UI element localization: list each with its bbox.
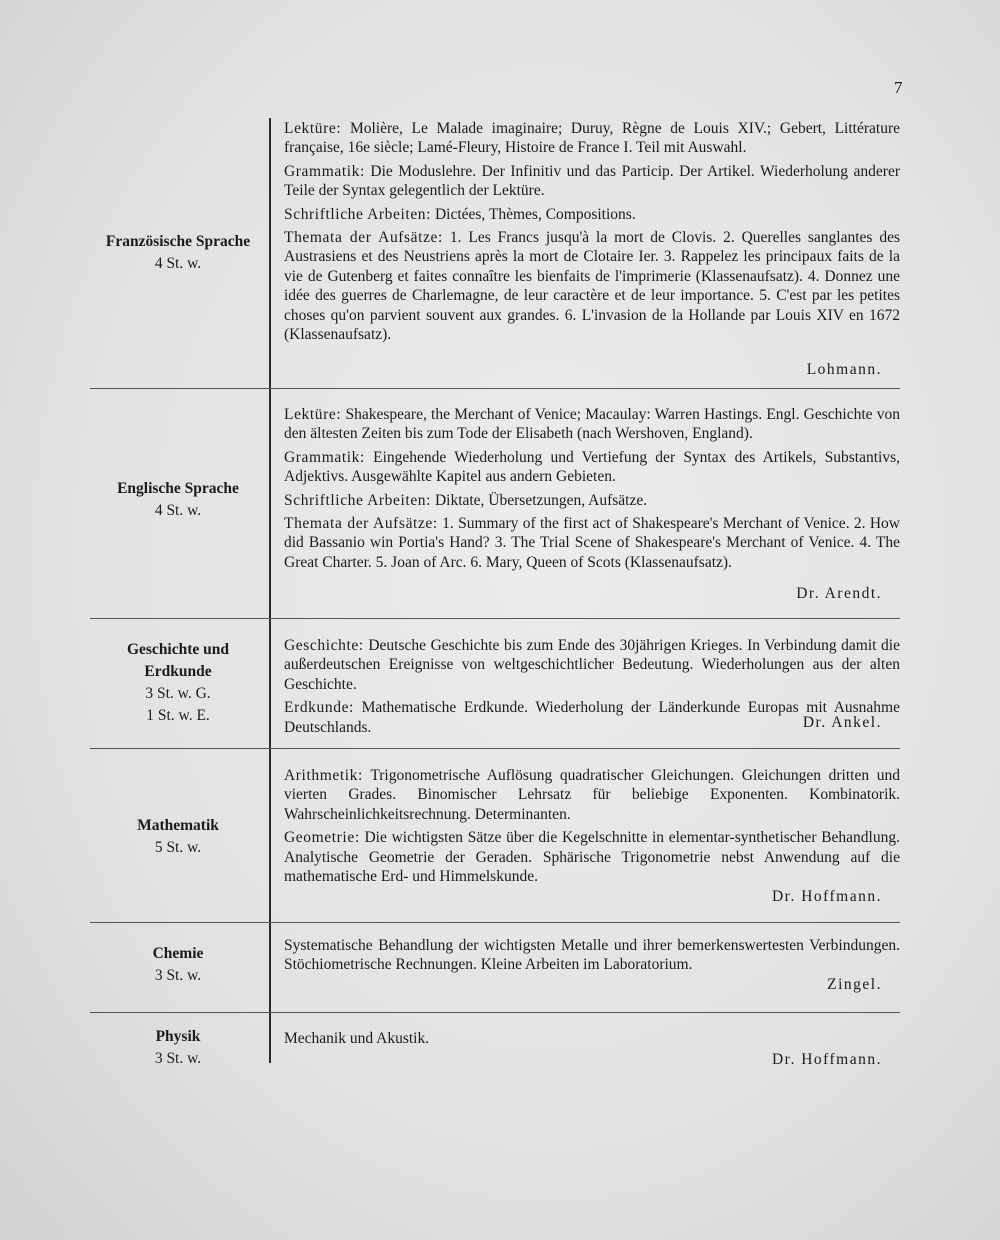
- paragraph-text: Eingehende Wiederholung und Vertiefung der Syntax des Artikels, Substantivs, Adjektivs. Ausgewählte Kapitel aus andern Gebieten.: [284, 448, 900, 486]
- paragraph: [284, 119, 900, 158]
- subject-name: Geschichte und: [126, 641, 230, 658]
- subject-name: Erdkunde: [144, 663, 212, 680]
- paragraph: [284, 448, 900, 487]
- subject-name: Physik: [155, 1028, 201, 1045]
- paragraph-text: Shakespeare, the Merchant of Venice; Macaulay: Warren Hastings. Engl. Geschichte von den ältesten Zeiten bis zum Tode der Elisabeth (nach Wershoven, England).: [284, 406, 900, 443]
- subject-hours: 1 St. w. E.: [146, 707, 210, 724]
- section-content: [284, 119, 900, 381]
- row-separator: [90, 388, 900, 389]
- paragraph: [284, 828, 900, 886]
- subject-hours: 4 St. w.: [154, 255, 202, 272]
- teacher-signature: Dr. Hoffmann.: [771, 1050, 882, 1068]
- subject-hours: 3 St. w.: [154, 967, 202, 984]
- paragraph: [284, 205, 900, 224]
- paragraph-heading: Themata der Aufsätze:: [284, 515, 438, 533]
- page-number: 7: [894, 78, 903, 97]
- row-separator: [90, 618, 900, 619]
- paragraph: [284, 514, 900, 572]
- paragraph: [284, 405, 900, 444]
- paragraph-heading: Lektüre:: [284, 120, 342, 137]
- subject-label-geschichte: [80, 639, 276, 727]
- paragraph-text: Die wichtigsten Sätze über die Kegelschnitte in elementar-synthetischer Behandlung. Analytische Geometrie der Geraden. Sphärische Trigonometrie nebst Anwendung auf die mathematische Erd- und Himmelskunde.: [284, 829, 900, 886]
- subject-hours: 4 St. w.: [154, 502, 202, 519]
- subject-name: Mathematik: [137, 817, 219, 834]
- paragraph-heading: Lektüre:: [284, 406, 342, 423]
- paragraph-text: Dictées, Thèmes, Compositions.: [431, 205, 636, 223]
- section-content: [284, 636, 900, 734]
- paragraph-text: 1. Les Francs jusqu'à la mort de Clovis. 2. Querelles sanglantes des Austrasiens et des Neustriens après la mort de Clotaire Ier. 3. Rappelez les principaux faits de la vie de Gutenberg et faites connaître les bienfaits de l'imprimerie (Klassenaufsatz). 4. Donnez une idée des guerres de Charlemagne, de leur caractère et de leur importance. 5. C'est par les petites choses qu'on parvient souvent aux grandes. 6. L'invasion de la Hollande par Louis XIV en 1672 (Klassenaufsatz).: [284, 229, 900, 344]
- paragraph-heading: Geschichte:: [284, 637, 364, 654]
- teacher-signature: Dr. Arendt.: [796, 584, 882, 602]
- subject-label-englisch: [80, 478, 276, 522]
- subject-hours: 3 St. w.: [154, 1050, 202, 1067]
- paragraph-heading: Grammatik:: [284, 448, 365, 466]
- paragraph-text: Mathematische Erdkunde. Wiederholung der Länderkunde Europas mit Ausnahme Deutschlands.: [284, 699, 900, 736]
- paragraph: [284, 636, 900, 694]
- paragraph-heading: Themata der Aufsätze:: [284, 229, 443, 247]
- section-content: [284, 936, 900, 996]
- row-separator: [90, 922, 900, 923]
- paragraph: [284, 162, 900, 201]
- paragraph: [284, 766, 900, 824]
- subject-label-mathematik: [80, 815, 276, 859]
- paragraph-text: Trigonometrische Auflösung quadratischer Gleichungen. Gleichungen dritten und vierten Grades. Binomischer Lehrsatz für beliebige Exponenten. Kombinatorik. Wahrscheinlichkeitsrechnung. Determinanten.: [284, 767, 900, 823]
- subject-name: Chemie: [152, 945, 204, 962]
- subject-hours: 5 St. w.: [154, 839, 202, 856]
- teacher-signature: Zingel.: [827, 975, 882, 993]
- paragraph: [284, 936, 900, 975]
- subject-hours: 3 St. w. G.: [145, 685, 211, 702]
- row-separator: [90, 1012, 900, 1013]
- section-content: [284, 1029, 900, 1071]
- teacher-signature: Dr. Ankel.: [802, 713, 882, 731]
- paragraph-heading: Arithmetik:: [284, 767, 363, 784]
- paragraph-heading: Erdkunde:: [284, 699, 354, 717]
- paragraph-text: Molière, Le Malade imaginaire; Duruy, Règne de Louis XIV.; Gebert, Littérature française, 16e siècle; Lamé-Fleury, Histoire de France I. Teil mit Auswahl.: [284, 120, 900, 157]
- paragraph: [284, 1029, 900, 1048]
- subject-name: Französische Sprache: [105, 233, 251, 250]
- paragraph: [284, 228, 900, 344]
- teacher-signature: Lohmann.: [806, 360, 882, 378]
- paragraph-text: 1. Summary of the first act of Shakespeare's Merchant of Venice. 2. How did Bassanio win Portia's Hand? 3. The Trial Scene of Shakespeare's Merchant of Venice. 4. The Great Charter. 5. Joan of Arc. 6. Mary, Queen of Scots (Klassenaufsatz).: [284, 515, 900, 571]
- subject-label-chemie: [80, 943, 276, 987]
- paragraph-text: Die Moduslehre. Der Infinitiv und das Particip. Der Artikel. Wiederholung anderer Teile der Syntax gelegentlich der Lektüre.: [284, 162, 900, 200]
- paragraph-text: Systematische Behandlung der wichtigsten Metalle und ihrer bemerkenswertesten Verbindungen. Stöchiometrische Rechnungen. Kleine Arbeiten im Laboratorium.: [284, 937, 900, 974]
- paragraph-text: Deutsche Geschichte bis zum Ende des 30jährigen Krieges. In Verbindung damit die außerdeutschen Ereignisse von weltgeschichtlicher Bedeutung. Wiederholungen aus der alten Geschichte.: [284, 637, 900, 693]
- subject-name: Englische Sprache: [117, 480, 239, 497]
- paragraph-heading: Geometrie:: [284, 829, 360, 847]
- paragraph-heading: Grammatik:: [284, 162, 365, 180]
- paragraph: [284, 491, 900, 510]
- paragraph-heading: Schriftliche Arbeiten:: [284, 205, 432, 223]
- teacher-signature: Dr. Hoffmann.: [771, 887, 882, 905]
- paragraph-text: Mechanik und Akustik.: [284, 1030, 430, 1047]
- row-separator: [90, 748, 900, 749]
- section-content: [284, 766, 900, 908]
- subject-label-franzoesisch: [80, 231, 276, 275]
- paragraph-heading: Schriftliche Arbeiten:: [284, 491, 432, 509]
- section-content: [284, 405, 900, 605]
- paragraph-text: Diktate, Übersetzungen, Aufsätze.: [431, 491, 648, 509]
- subject-label-physik: [80, 1026, 276, 1070]
